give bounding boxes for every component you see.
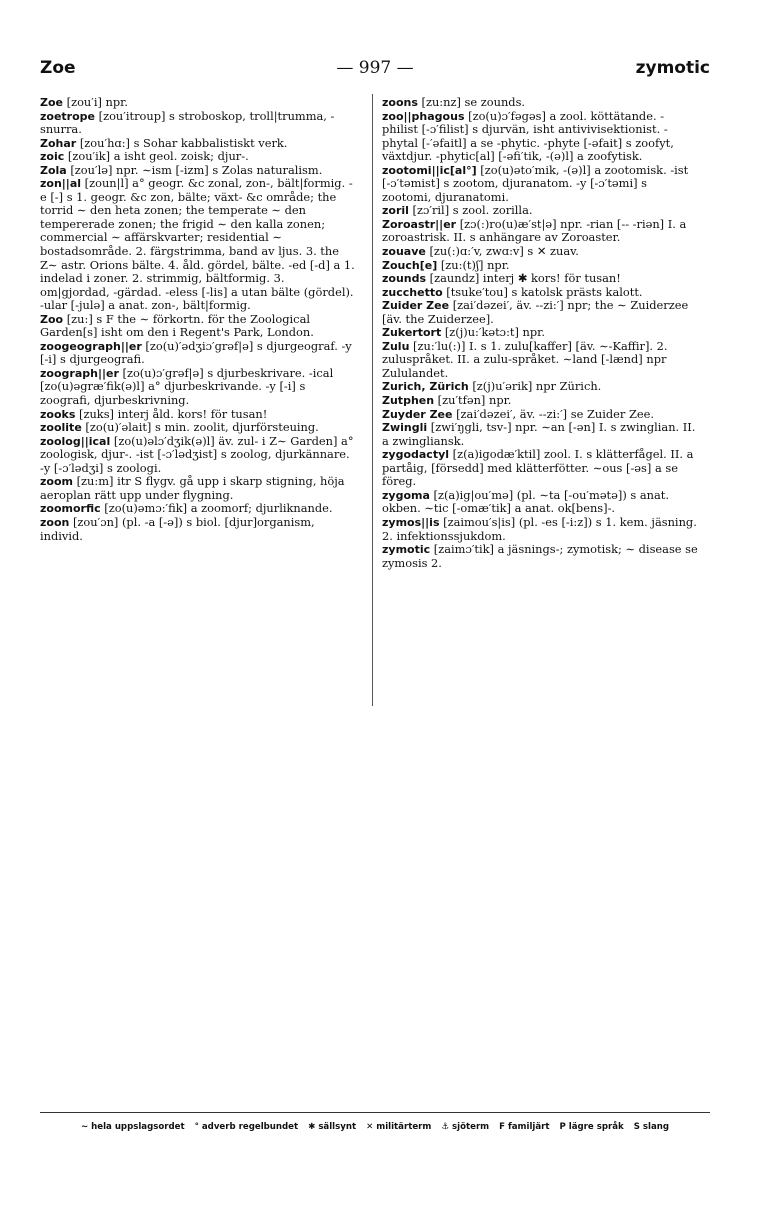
entry-headword: zygoma — [382, 488, 430, 502]
legend-item: P lägre språk — [559, 1122, 624, 1132]
dictionary-entry — [382, 448, 698, 489]
dictionary-entry — [382, 286, 698, 300]
entry-definition: [z(j)u′ərik] npr Zürich. — [468, 379, 602, 394]
entry-definition: [zo(u)′əlait] s min. zoolit, djurförsteuing. — [81, 420, 319, 435]
entry-headword: Zwingli — [382, 421, 428, 435]
entry-definition: [zou′hɑ:] s Sohar kabbalistiskt verk. — [76, 135, 288, 150]
entry-headword: Zoroastr||er — [382, 217, 457, 231]
entry-headword: Zola — [40, 163, 67, 177]
dictionary-entry — [40, 164, 356, 178]
entry-definition: [zu:] s F the ∼ förkortn. för the Zoological Garden[s] isht om den i Regent's Park, London. — [40, 311, 314, 340]
entry-definition: [zuks] interj åld. kors! för tusan! — [75, 406, 268, 421]
entry-definition: [zai′dəzei′, äv. --zi:′] se Zuider Zee. — [452, 406, 654, 421]
dictionary-entry — [382, 408, 698, 422]
dictionary-entry — [382, 516, 698, 543]
dictionary-entry — [382, 394, 698, 408]
dictionary-entry — [382, 489, 698, 516]
entry-headword: Zuider Zee — [382, 299, 450, 313]
entry-headword: zymotic — [382, 543, 431, 557]
entry-headword: Zuyder Zee — [382, 407, 453, 421]
dictionary-entry — [382, 299, 698, 326]
dictionary-entry — [40, 150, 356, 164]
page-header — [40, 58, 710, 84]
entry-definition: [zou′itroup] s stroboskop, troll|trumma, -snurra. — [40, 108, 335, 137]
dictionary-entry — [40, 502, 356, 516]
dictionary-entry — [40, 313, 356, 340]
entry-headword: zounds — [382, 272, 427, 286]
entry-headword: zoon — [40, 515, 70, 529]
dictionary-entry — [40, 367, 356, 408]
entry-headword: zootomi||ic[al°] — [382, 163, 477, 177]
footer-rule — [40, 1112, 710, 1113]
dictionary-entry — [382, 245, 698, 259]
left-column — [40, 96, 356, 543]
dictionary-entry — [382, 110, 698, 164]
entry-definition: [zwi′ŋgli, tsv-] npr. ∼an [-ən] I. s zwinglian. II. a zwingliansk. — [382, 420, 696, 448]
legend-item: ✱ sällsynt — [308, 1122, 357, 1132]
dictionary-entry — [40, 516, 356, 543]
legend-item: ∼ hela uppslagsordet — [80, 1122, 185, 1132]
column-divider — [372, 94, 373, 706]
dictionary-entry — [40, 340, 356, 367]
entry-headword: Zoo — [40, 312, 64, 326]
entry-headword: zoolog||ical — [40, 434, 111, 448]
legend-item: F familjärt — [499, 1122, 550, 1132]
dictionary-entry — [40, 408, 356, 422]
page-number: — 997 — — [336, 58, 414, 78]
entry-headword: Zulu — [382, 339, 410, 353]
dictionary-entry — [382, 340, 698, 381]
legend-item: S slang — [633, 1122, 670, 1132]
entry-definition: [zou′lə] npr. ∼ism [-izm] s Zolas naturalism. — [66, 162, 323, 177]
entry-definition: [zu′tfən] npr. — [434, 393, 512, 408]
entry-definition: [zou′i] npr. — [63, 95, 128, 109]
entry-definition: [zaimɔ′tik] a jäsnings-; zymotisk; ∼ disease se zymosis 2. — [382, 542, 698, 570]
entry-headword: Zukertort — [382, 326, 442, 340]
entry-definition: [zaundz] interj ✱ kors! för tusan! — [426, 271, 621, 286]
right-column — [382, 96, 698, 570]
entry-headword: Zohar — [40, 136, 77, 150]
dictionary-entry — [382, 164, 698, 205]
dictionary-entry — [382, 421, 698, 448]
entry-definition: [zu:nz] se zounds. — [417, 95, 526, 109]
entry-headword: zucchetto — [382, 285, 443, 299]
dictionary-entry — [382, 218, 698, 245]
entry-definition: [zou′ɔn] (pl. -a [-ə]) s biol. [djur]organism, individ. — [40, 514, 315, 543]
header-last-word: zymotic — [635, 58, 710, 78]
dictionary-entry — [382, 204, 698, 218]
abbreviation-legend — [40, 1122, 710, 1132]
dictionary-entry — [40, 421, 356, 435]
entry-headword: zoo||phagous — [382, 109, 465, 123]
entry-definition: [zɔ′ril] s zool. zorilla. — [408, 203, 533, 218]
entry-definition: [zoun|l] a° geogr. &c zonal, zon-, bält|formig. -e [-] s 1. geogr. &c zon, bälte; växt- &c område; the torrid ∼ den heta zonen; the temperate ∼ den tempererade zonen; the frigid ∼ den kalla zonen; commercial ∼ affärskvarter; residential ∼ bostadsområde. 2. färgstrimma, band av ljus. 3. the Z∼ astr. Orions bälte. 4. åld. gördel, bälte. -ed [-d] a 1. indelad i zoner. 2. strimmig, bältformig. 3. om|gjordad, -gärdad. -eless [-lis] a utan bälte (gördel). -ular [-julə] a anat. zon-, bält|formig. — [40, 176, 355, 313]
legend-item: ⚓ sjöterm — [441, 1122, 490, 1132]
dictionary-entry — [382, 259, 698, 273]
entry-headword: Zouch[e] — [382, 258, 438, 272]
entry-definition: [zɔ(:)ro(u)æ′st|ə] npr. -rian [-- -riən] I. a zoroastrisk. II. s anhängare av Zoroaster. — [382, 216, 687, 245]
dictionary-entry — [40, 110, 356, 137]
entry-definition: [z(a)igodæ′ktil] zool. I. s klätterfågel. II. a partåig, [försedd] med klätterfötter. ∼ous [-əs] a se föreg. — [382, 447, 694, 489]
entry-definition: [tsuke′tou] s katolsk prästs kalott. — [442, 284, 643, 299]
dictionary-entry — [382, 96, 698, 110]
entry-definition: [zai′dəzei′, äv. --zi:′] npr; the ∼ Zuiderzee [äv. the Zuiderzee]. — [382, 298, 689, 326]
entry-definition: [zaimou′s|is] (pl. -es [-i:z]) s 1. kem. jäsning. 2. infektionssjukdom. — [382, 514, 697, 543]
entry-definition: [zo(u)əmɔ:′fik] a zoomorf; djurliknande. — [100, 501, 333, 516]
dictionary-entry — [40, 435, 356, 476]
entry-definition: [zu:(t)ʃ] npr. — [437, 257, 510, 272]
dictionary-entry — [382, 543, 698, 570]
entry-definition: [zu:′lu(:)] I. s 1. zulu[kaffer] [äv. ∼-Kaffir]. 2. zuluspråket. II. a zulu-språket. ∼land [-lænd] npr Zululandet. — [382, 338, 668, 380]
entry-headword: zon||al — [40, 177, 82, 191]
entry-headword: zoons — [382, 96, 418, 109]
entry-headword: zoolite — [40, 421, 82, 435]
entry-headword: zoril — [382, 204, 409, 218]
dictionary-entry — [40, 177, 356, 312]
entry-headword: zoograph||er — [40, 366, 119, 380]
dictionary-entry — [40, 137, 356, 151]
legend-item: ° adverb regelbundet — [194, 1122, 299, 1132]
entry-headword: zouave — [382, 245, 426, 259]
entry-headword: Zoe — [40, 96, 63, 109]
entry-headword: Zurich, Zürich — [382, 380, 469, 394]
legend-item: ✕ militärterm — [366, 1122, 432, 1132]
entry-definition: [zo(u)əlɔ′dʒik(ə)l] äv. zul- i Z∼ Garden] a° zoologisk, djur-. -ist [-ɔ′lədʒist] s zoolog, djurkännare. -y [-ɔ′lədʒi] s zoologi. — [40, 433, 354, 475]
dictionary-entry — [382, 272, 698, 286]
entry-definition: [zu(:)ɑ:′v, zwɑ:v] s ✕ zuav. — [425, 244, 579, 259]
dictionary-entry — [40, 475, 356, 502]
entry-headword: zooks — [40, 407, 76, 421]
entry-definition: [zo(u)ɔ′fəgəs] a zool. köttätande. -philist [-ɔ′filist] s djurvän, isht antivivisektionist. -phytal [-′əfaitl] a se -phytic. -phyte [-əfait] s zoofyt, växtdjur. -phytic[al] [-əfi′tik, -(ə)l] a zoofytisk. — [382, 108, 674, 164]
dictionary-entry — [382, 326, 698, 340]
entry-definition: [zo(u)əto′mik, -(ə)l] a zootomisk. -ist [-ɔ′təmist] s zootom, djuranatom. -y [-ɔ′təmi] s zootomi, djuranatomi. — [382, 162, 689, 204]
entry-headword: zoetrope — [40, 109, 95, 123]
entry-headword: Zutphen — [382, 394, 435, 408]
dictionary-entry — [40, 96, 356, 110]
entry-headword: zoom — [40, 475, 73, 489]
entry-headword: zygodactyl — [382, 448, 450, 462]
entry-definition: [zu:m] itr S flygv. gå upp i skarp stigning, höja aeroplan rätt upp under flygning. — [40, 474, 345, 502]
entry-headword: zoogeograph||er — [40, 339, 142, 353]
entry-definition: [z(a)ig|ou′mə] (pl. ∼ta [-ou′mətə]) s anat. okben. ∼tic [-omæ′tik] a anat. ok[bens]-. — [382, 487, 669, 516]
entry-definition: [zo(u)ɔ′grəf|ə] s djurbeskrivare. -ical [zo(u)əgræ′fik(ə)l] a° djurbeskrivande. -y [-i] s zoografi, djurbeskrivning. — [40, 365, 334, 408]
entry-headword: zymos||is — [382, 515, 440, 529]
entry-definition: [zo(u)′ədʒiɔ′grəf|ə] s djurgeograf. -y [-i] s djurgeografi. — [40, 338, 352, 367]
entry-headword: zoic — [40, 150, 65, 164]
entry-headword: zoomorfic — [40, 502, 101, 516]
header-first-word: Zoe — [40, 58, 76, 78]
entry-definition: [zou′ik] a isht geol. zoisk; djur-. — [64, 149, 249, 164]
dictionary-entry — [382, 380, 698, 394]
entry-definition: [z(j)u:′kətɔ:t] npr. — [441, 325, 545, 340]
